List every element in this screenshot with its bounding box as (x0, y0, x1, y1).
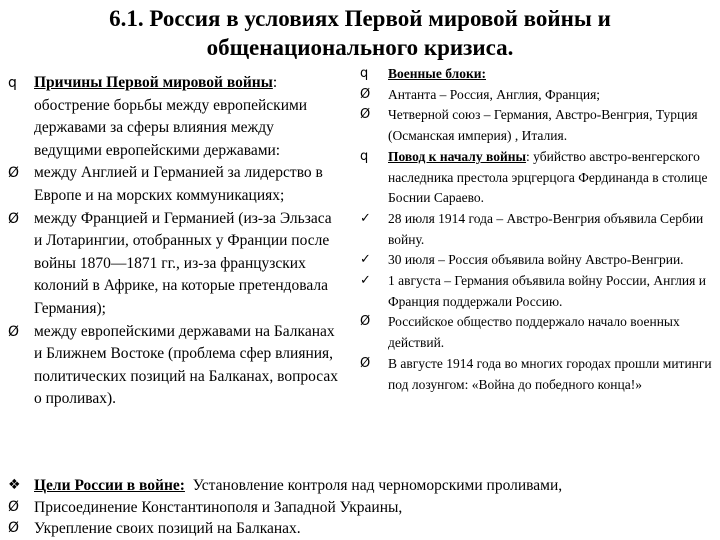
arrow-bullet-icon: Ø (8, 323, 20, 340)
rivalry-text: между Францией и Германией (из-за Эльзаса и Лотарингии, отобранных у Франции после войны 1870—1871 гг., из-за французских колоний в Африке, на которые претендовала Германия); (34, 209, 332, 317)
blocs-heading: Военные блоки: (388, 66, 487, 81)
causes-text: : обострение борьбы между европейскими державами за сферы влияния между ведущими европейскими державами: (34, 74, 308, 159)
rivalry-item-balkans (8, 321, 338, 411)
august-rallies-text: В августе 1914 года во многих городах прошли митинги под лозунгом: «Война до победного конца!» (388, 355, 712, 392)
goals-text: Установление контроля над черноморскими проливами, (184, 477, 563, 494)
august-rallies-item (360, 354, 712, 395)
society-item (360, 312, 712, 353)
check-bullet-icon: ✓ (360, 210, 371, 226)
pretext-item (360, 147, 712, 209)
blocs-heading-item (360, 64, 712, 85)
entente-text: Антанта – Россия, Англия, Франция; (388, 86, 601, 102)
square-bullet-icon: q (360, 148, 369, 164)
rivalry-text: между Англией и Германией за лидерство в Европе и на морских коммуникациях; (34, 164, 323, 204)
right-column (360, 64, 712, 395)
quadruple-alliance-text: Четверной союз – Германия, Австро-Венгрия, Турция (Османская империя) , Италия. (388, 107, 698, 144)
title-line-2: общенационального кризиса. (206, 35, 514, 60)
event-text: 30 июля – Россия объявила войну Австро-Венгрии. (388, 252, 684, 268)
check-bullet-icon: ✓ (360, 252, 371, 268)
event-text: 1 августа – Германия объявила войну России, Англия и Франция поддержали Россию. (388, 273, 706, 309)
arrow-bullet-icon: Ø (360, 355, 371, 371)
arrow-bullet-icon: Ø (8, 498, 20, 515)
pretext-text: : убийство австро-венгерского наследника престола эрцгерцога Фердинанда в столице Боснии Сараево. (388, 148, 708, 206)
square-bullet-icon: q (360, 66, 369, 81)
event-item-august-1 (360, 271, 712, 312)
arrow-bullet-icon: Ø (360, 107, 371, 123)
rivalry-item-england-germany (8, 162, 338, 207)
annexation-text: Присоединение Константинополя и Западной Украины, (34, 498, 403, 516)
event-item-july-30 (360, 250, 712, 271)
title-line-1: 6.1. Россия в условиях Первой мировой войны и (109, 6, 611, 31)
event-item-july-28 (360, 209, 712, 250)
quadruple-alliance-item (360, 105, 712, 146)
arrow-bullet-icon: Ø (8, 520, 20, 536)
left-column (8, 72, 338, 411)
pretext-heading: Повод к началу войны (388, 148, 527, 164)
event-text: 28 июля 1914 года – Австро-Венгрия объявила Сербии войну. (388, 210, 704, 247)
goals-item (8, 475, 716, 497)
check-bullet-icon: ✓ (360, 273, 371, 289)
goals-section (8, 475, 716, 540)
diamond-bullet-icon: ❖ (8, 477, 21, 493)
causes-item (8, 72, 338, 162)
square-bullet-icon: q (8, 75, 17, 91)
page-title (0, 4, 720, 62)
society-text: Российское общество поддержало начало военных действий. (388, 314, 680, 351)
goals-heading: Цели России в войне: (34, 477, 185, 494)
arrow-bullet-icon: Ø (8, 210, 20, 227)
annexation-item (8, 497, 716, 519)
rivalry-text: между европейскими державами на Балканах и Ближнем Востоке (проблема сфер влияния, политических позиций на Балканах, вопросах о проливах). (34, 322, 338, 408)
arrow-bullet-icon: Ø (8, 165, 20, 182)
balkans-item (8, 518, 716, 540)
balkans-text: Укрепление своих позиций на Балканах. (34, 520, 301, 537)
causes-heading: Причины Первой мировой войны (34, 74, 273, 91)
arrow-bullet-icon: Ø (360, 86, 371, 102)
rivalry-item-france-germany (8, 208, 338, 321)
arrow-bullet-icon: Ø (360, 314, 371, 330)
entente-item (360, 85, 712, 106)
